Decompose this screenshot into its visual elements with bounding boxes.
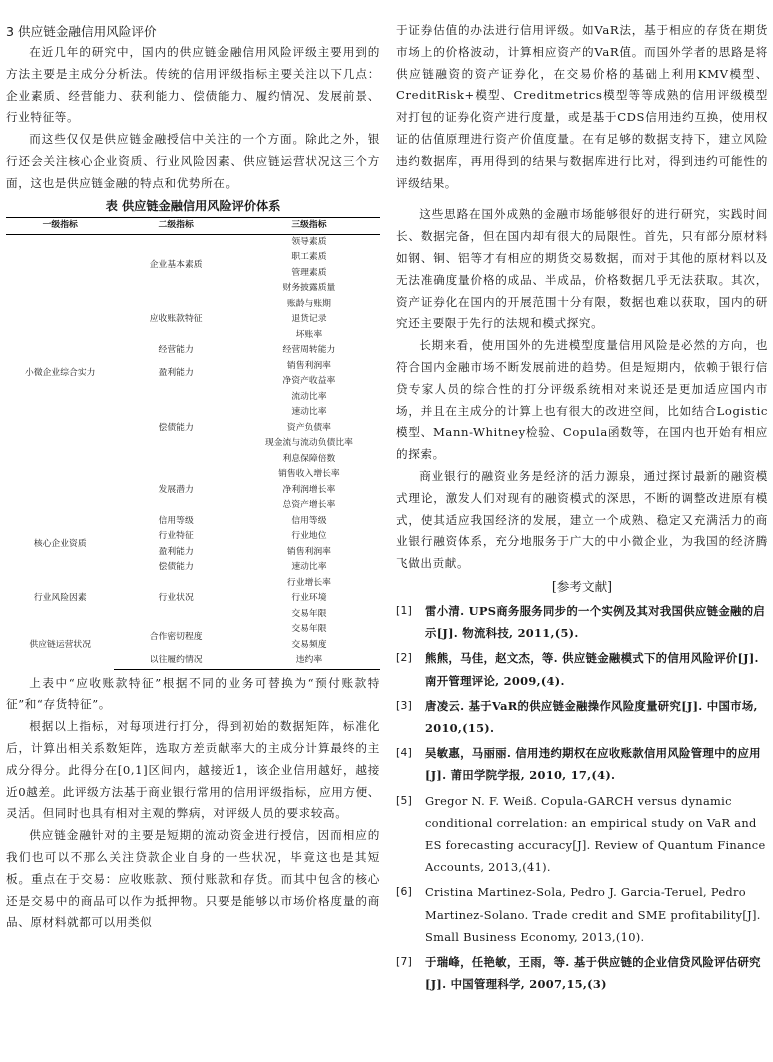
reference-item bbox=[396, 695, 768, 739]
table-row bbox=[6, 514, 380, 530]
evaluation-table bbox=[6, 217, 380, 670]
reference-item bbox=[396, 790, 768, 879]
level3-cell: 经营周转能力 bbox=[282, 345, 336, 356]
level3-cell: 行业增长率 bbox=[286, 577, 331, 588]
paragraph: 供应链金融针对的主要是短期的流动资金进行授信，因而相应的我们也可以不那么关注贷款企业自身的一些状况，毕竟这也是其短板。重点在于交易：应收账款、预付账款和存货。而其中包含的核心还是交易中的商品可以作为抵押物。只要是能够以市场价格度量的商品、原材料就都可以用类似 bbox=[6, 828, 380, 930]
reference-item bbox=[396, 742, 768, 786]
level2-cell: 应收账款特征 bbox=[149, 314, 203, 325]
reference-text: 熊熊，马佳，赵文杰，等. 供应链金融模式下的信用风险评价[J]. 南开管理评论, 2009,(4). bbox=[425, 651, 759, 688]
right-column bbox=[396, 0, 768, 995]
level3-cell: 速动比率 bbox=[291, 562, 327, 573]
level3-cell: 职工素质 bbox=[291, 252, 327, 263]
reference-text: Cristina Martinez-Sola, Pedro J. Garcia-Teruel, Pedro Martinez-Solano. Trade credit and SME profitability[J]. Small Business Economy, 2013,(10). bbox=[425, 885, 761, 944]
level3-cell: 销售收入增长率 bbox=[278, 469, 340, 480]
level2-cell: 信用等级 bbox=[158, 515, 194, 526]
level2-cell: 盈利能力 bbox=[158, 546, 194, 557]
reference-number: [4] bbox=[396, 746, 413, 760]
level1-cell: 供应链运营状况 bbox=[29, 639, 92, 650]
level2-cell: 行业特征 bbox=[158, 531, 194, 542]
reference-text: 雷小清. UPS商务服务同步的一个实例及其对我国供应链金融的启示[J]. 物流科技, 2011,(5). bbox=[425, 603, 766, 641]
level3-cell: 交易年限 bbox=[291, 624, 327, 635]
table-row bbox=[6, 622, 380, 638]
level1-cell: 核心企业资质 bbox=[33, 538, 87, 549]
level3-cell: 管理素质 bbox=[291, 267, 327, 278]
level1-cell: 小微企业综合实力 bbox=[25, 368, 96, 379]
paragraph: 根据以上指标，对每项进行打分，得到初始的数据矩阵，标准化后，计算出相关系数矩阵，选取方差贡献率大的主成分计算最终的主成分得分。此得分在[0,1]区间内，越接近1，该企业信用越好，越接近0越差。此评级方法基于商业银行常用的信用评级指标，应用方便、灵活。但同时也具有相对主观的弊病，对评级人员的要求较高。 bbox=[6, 719, 380, 821]
paragraph: 而这些仅仅是供应链金融授信中关注的一个方面。除此之外，银行还会关注核心企业资质、行业风险因素、供应链运营状况这三个方面，这也是供应链金融的特点和优势所在。 bbox=[6, 132, 380, 190]
level3-cell: 财务披露质量 bbox=[282, 283, 336, 294]
references-list bbox=[396, 600, 768, 995]
level2-cell: 合作密切程度 bbox=[149, 631, 203, 642]
left-column bbox=[6, 0, 380, 934]
level3-cell: 交易年限 bbox=[291, 608, 327, 619]
level3-cell: 利息保障倍数 bbox=[282, 453, 336, 464]
level3-cell: 速动比率 bbox=[291, 407, 327, 418]
level1-cell: 行业风险因素 bbox=[33, 593, 87, 604]
reference-number: [6] bbox=[396, 885, 413, 899]
header-level2: 二级指标 bbox=[114, 217, 237, 234]
reference-item bbox=[396, 600, 768, 644]
reference-text: 唐凌云. 基于VaR的供应链金融操作风险度量研究[J]. 中国市场, 2010,(15). bbox=[425, 698, 758, 735]
table-title: 表 供应链金融信用风险评价体系 bbox=[105, 198, 281, 213]
reference-text: Gregor N. F. Weiß. Copula-GARCH versus dynamic conditional correlation: an empirical study on VaR and ES forecasting accuracy[J]. Review of Quantum Finance Accounts, 2013,(41). bbox=[425, 793, 766, 875]
level3-cell: 流动比率 bbox=[291, 391, 327, 402]
reference-number: [7] bbox=[396, 954, 413, 968]
level2-cell: 行业状况 bbox=[158, 593, 194, 604]
level3-cell: 现金流与流动负债比率 bbox=[264, 438, 353, 449]
level2-cell: 经营能力 bbox=[158, 345, 194, 356]
header-level1: 一级指标 bbox=[6, 217, 114, 234]
reference-number: [1] bbox=[396, 603, 413, 617]
reference-item bbox=[396, 881, 768, 948]
level3-cell: 行业地位 bbox=[291, 531, 327, 542]
paragraph: 于证券估值的办法进行信用评级。如VaR法，基于相应的存货在期货市场上的价格波动，计算相应资产的VaR值。而国外学者的思路是将供应链融资的资产证券化，在交易价格的基础上利用KMV模型、CreditRisk+模型、Creditmetrics模型等等成熟的信用评级模型对打包的证券化资产进行度量，或是基于CDS信用违约互换，使用权证的估值原理进行资产价值度量。在有足够的数据支持下，建立风险违约数据库，再用得到的结果与数据库进行比对，得到违约可能性的评级结果。 bbox=[396, 23, 768, 190]
reference-text: 吴敏惠，马丽丽. 信用违约期权在应收账款信用风险管理中的应用[J]. 莆田学院学报, 2010, 17,(4). bbox=[425, 746, 761, 783]
paragraph: 上表中“应收账款特征”根据不同的业务可替换为“预付账款特征”和“存货特征”。 bbox=[6, 675, 380, 712]
reference-number: [2] bbox=[396, 651, 413, 665]
paragraph: 这些思路在国外成熟的金融市场能够很好的进行研究，实践时间长、数据完备，但在国内却有很大的局限性。首先，只有部分原材料如钢、铜、铝等才有相应的期货交易数据，而对于其他的原材料以及无法准确度量价格的成品、半成品，价格数据几乎无法获取。其次，资产证券化在国内的开展范围十分有限，数据也难以获取，国内的研究还主要限于先行的法规和模式探究。 bbox=[396, 207, 768, 331]
level2-cell: 盈利能力 bbox=[158, 368, 194, 379]
level3-cell: 行业环境 bbox=[291, 593, 327, 604]
level3-cell: 账龄与账期 bbox=[286, 298, 331, 309]
reference-number: [5] bbox=[396, 793, 413, 807]
level2-cell: 偿债能力 bbox=[158, 562, 194, 573]
level3-cell: 退货记录 bbox=[291, 314, 327, 325]
level3-cell: 违约率 bbox=[238, 653, 380, 669]
level3-cell: 资产负债率 bbox=[286, 422, 331, 433]
reference-item bbox=[396, 647, 768, 691]
paragraph: 在近几年的研究中，国内的供应链金融信用风险评级主要用到的方法主要是主成分分析法。传统的信用评级指标主要关注以下几点：企业素质、经营能力、获利能力、偿债能力、履约情况、发展前景、行业特征等。 bbox=[6, 45, 380, 125]
level3-cell: 信用等级 bbox=[291, 515, 327, 526]
table-row bbox=[6, 234, 380, 250]
reference-item bbox=[396, 951, 768, 995]
table-header-row bbox=[6, 217, 380, 234]
level3-cell: 总资产增长率 bbox=[282, 500, 336, 511]
level3-cell: 领导素质 bbox=[291, 236, 327, 247]
level3-cell: 交易频度 bbox=[291, 639, 327, 650]
header-level3: 三级指标 bbox=[238, 217, 380, 234]
level3-cell: 坏账率 bbox=[295, 329, 323, 340]
table-row bbox=[6, 576, 380, 592]
level2-cell: 发展潜力 bbox=[158, 484, 194, 495]
level2-cell: 企业基本素质 bbox=[149, 259, 203, 270]
level3-cell: 净利润增长率 bbox=[282, 484, 336, 495]
level2-cell: 偿债能力 bbox=[158, 422, 194, 433]
paragraph: 长期来看，使用国外的先进模型度量信用风险是必然的方向，也符合国内金融市场不断发展前进的趋势。但是短期内，依赖于银行信贷专家人员的综合性的打分评级系统相对来说还是更加适应国内市场，并且在主成分的计算上也有很大的改进空间，比如结合Logistic模型、Mann-Whitney检验、Copula函数等，在国内也开始有相应的探索。 bbox=[396, 338, 768, 462]
section-title: 3 供应链金融信用风险评价 bbox=[6, 24, 157, 39]
paragraph: 商业银行的融资业务是经济的活力源泉，通过探讨最新的融资模式理论，激发人们对现有的融资模式的深思，不断的调整改进原有模式，使其适应我国经济的发展，建立一个成熟、稳定又充满活力的商业银行融资体系，充分地服务于广大的中小微企业，为我国的经济腾飞做出贡献。 bbox=[396, 468, 768, 571]
reference-text: 于瑞峰，任艳敏，王雨，等. 基于供应链的企业信贷风险评估研究[J]. 中国管理科学, 2007,15,(3) bbox=[425, 954, 761, 992]
level3-cell: 净资产收益率 bbox=[282, 376, 336, 387]
level3-cell: 销售利润率 bbox=[286, 546, 331, 557]
level3-cell: 销售利润率 bbox=[286, 360, 331, 371]
level2-cell: 以往履约情况 bbox=[114, 653, 237, 669]
reference-number: [3] bbox=[396, 698, 413, 712]
references-title: [参考文献] bbox=[551, 578, 613, 594]
